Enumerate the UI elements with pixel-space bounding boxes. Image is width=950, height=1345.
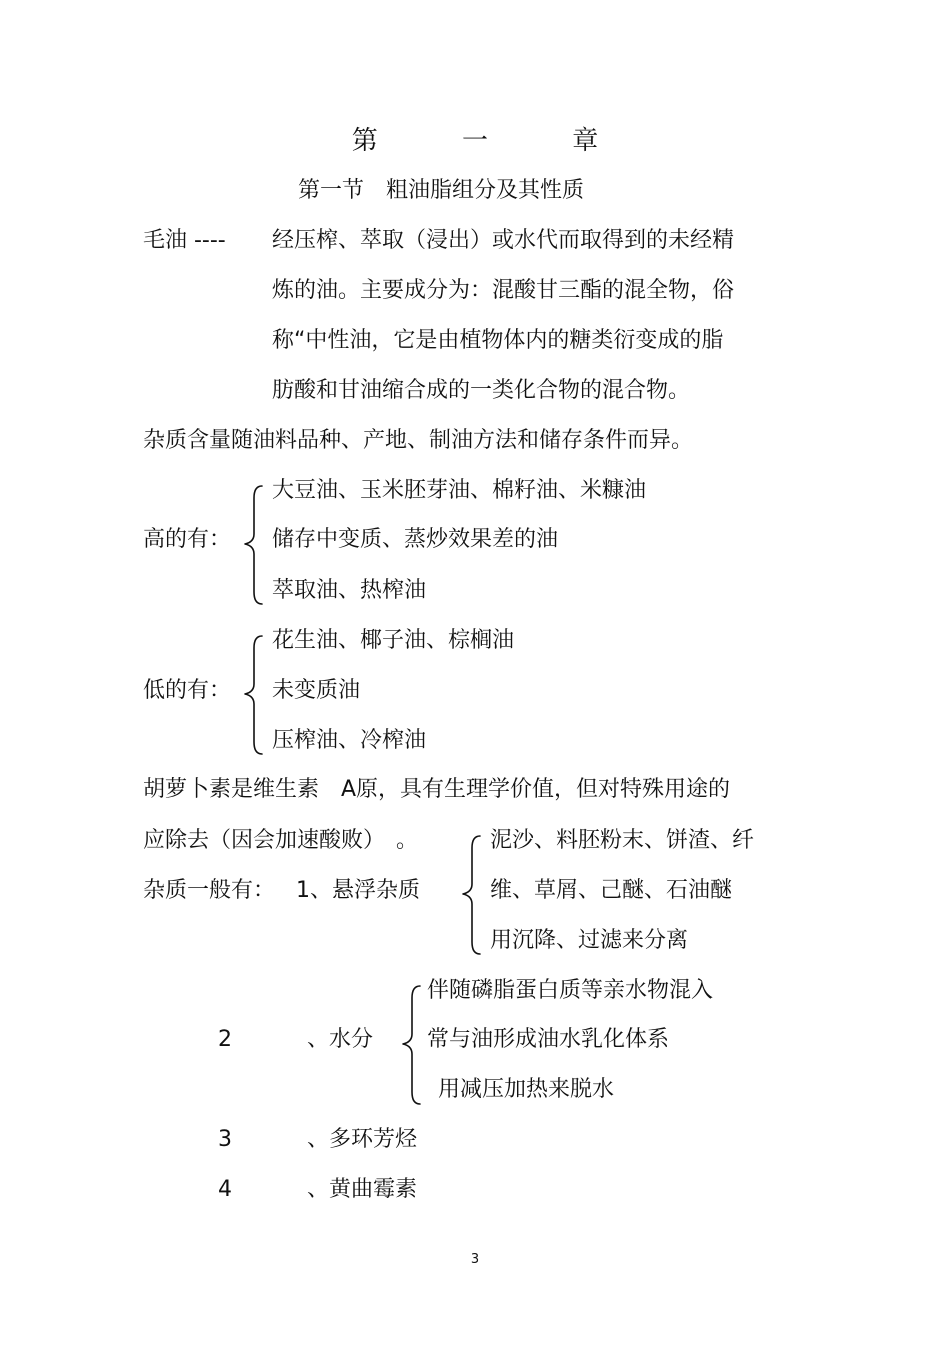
impurity-2-detail-2: 常与油形成油水乳化体系 [427,1027,670,1052]
impurity-1-detail-3: 用沉降、过滤来分离 [490,928,689,953]
high-brace [240,480,264,610]
chapter-title: 第 一 章 [351,126,637,156]
impurity-4-name: 、黄曲霉素 [307,1177,418,1202]
impurity-2-name: 、水分 [307,1027,374,1052]
impurity-4-number: 4 [218,1177,232,1202]
carotene-line-2: 应除去（因会加速酸败） 。 [143,828,419,853]
impurity-3-name: 、多环芳烃 [307,1127,418,1152]
high-label: 高的有： [143,527,232,552]
impurity-1-detail-1: 泥沙、料胚粉末、饼渣、纤 [490,828,755,853]
crude-oil-term: 毛油 ---- [143,228,226,253]
impurity-2-number: 2 [218,1027,232,1052]
low-label: 低的有： [143,678,232,703]
carotene-line-1: 胡萝卜素是维生素 A原，具有生理学价值，但对特殊用途的 [143,777,731,802]
crude-oil-line-4: 肪酸和甘油缩合成的一类化合物的混合物。 [272,378,691,403]
impurity-1-detail-2: 维、草屑、己醚、石油醚 [490,878,733,903]
crude-oil-line-2: 炼的油。主要成分为：混酸甘三酯的混全物，俗 [272,278,735,303]
impurity-3-number: 3 [218,1127,232,1152]
crude-oil-line-3: 称“中性油，它是由植物体内的糖类衍变成的脂 [272,328,724,353]
impurity-2-brace [398,980,422,1110]
high-item-2: 储存中变质、蒸炒效果差的油 [272,527,559,552]
impurity-1-name: 1、悬浮杂质 [296,878,420,903]
high-item-1: 大豆油、玉米胚芽油、棉籽油、米糠油 [272,478,647,503]
page-number: 3 [470,1252,480,1267]
impurities-label: 杂质一般有： [143,878,276,903]
impurity-intro: 杂质含量随油料品种、产地、制油方法和储存条件而异。 [143,428,694,453]
section-title: 第一节 粗油脂组分及其性质 [298,178,585,203]
low-brace [240,630,264,760]
high-item-3: 萃取油、热榨油 [272,578,427,603]
low-item-3: 压榨油、冷榨油 [272,728,427,753]
low-item-2: 未变质油 [272,678,361,703]
low-item-1: 花生油、椰子油、棕榈油 [272,628,515,653]
impurity-1-brace [458,830,482,960]
impurity-2-detail-1: 伴随磷脂蛋白质等亲水物混入 [427,978,714,1003]
impurity-2-detail-3: 用减压加热来脱水 [438,1077,615,1102]
crude-oil-line-1: 经压榨、萃取（浸出）或水代而取得到的未经精 [272,228,735,253]
